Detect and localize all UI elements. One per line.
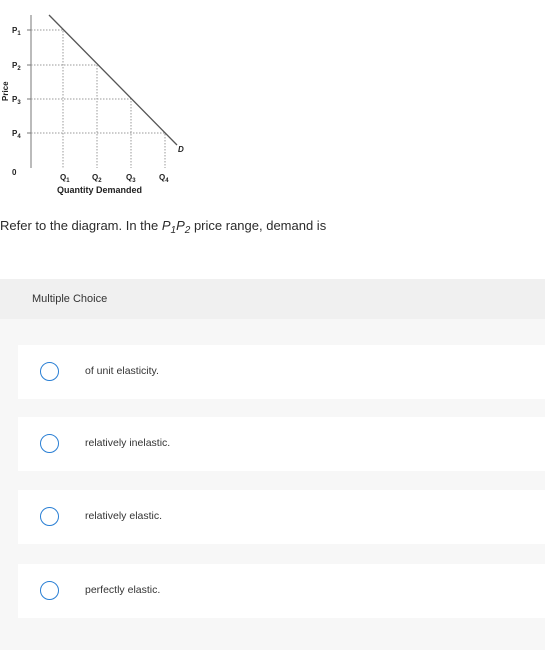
guide-line-p2 [31, 65, 97, 168]
demand-curve-label: D [178, 145, 184, 154]
option-label: of unit elasticity. [85, 365, 159, 377]
multiple-choice-label: Multiple Choice [32, 293, 108, 305]
option-label: perfectly elastic. [85, 584, 161, 596]
guide-line-p4 [31, 133, 165, 168]
option-label: relatively elastic. [85, 510, 163, 522]
multiple-choice-header [0, 279, 545, 319]
question-text: Refer to the diagram. In the $P_1P_2$ price range, demand is [0, 218, 327, 236]
demand-diagram [0, 0, 545, 205]
x-axis-label: Quantity Demanded [57, 185, 143, 195]
price-p2: $P_2$ [176, 218, 191, 236]
option-unit-elastic[interactable] [18, 345, 545, 399]
option-perfectly-elastic[interactable] [18, 564, 545, 618]
price-label-p3: $P_3$ [12, 95, 21, 106]
price-label-p4: $P_4$ [12, 129, 21, 140]
quantity-label-q3: $Q_3$ [126, 173, 136, 184]
price-label-p1: $P_1$ [12, 26, 21, 37]
quantity-label-q2: $Q_2$ [92, 173, 102, 184]
demand-curve [49, 15, 177, 145]
radio-button[interactable] [40, 362, 59, 381]
quantity-label-q1: $Q_1$ [60, 173, 70, 184]
radio-button[interactable] [40, 507, 59, 526]
option-relatively-inelastic[interactable] [18, 417, 545, 471]
y-axis-label: Price [1, 81, 10, 101]
quantity-label-q4: $Q_4$ [159, 173, 169, 184]
price-p1: $P_1$ [161, 218, 177, 236]
option-relatively-elastic[interactable] [18, 490, 545, 544]
radio-button[interactable] [40, 581, 59, 600]
radio-button[interactable] [40, 434, 59, 453]
option-label: relatively inelastic. [85, 437, 171, 449]
price-label-p2: $P_2$ [12, 61, 21, 72]
origin-label: 0 [12, 168, 17, 177]
options-area [0, 319, 545, 650]
